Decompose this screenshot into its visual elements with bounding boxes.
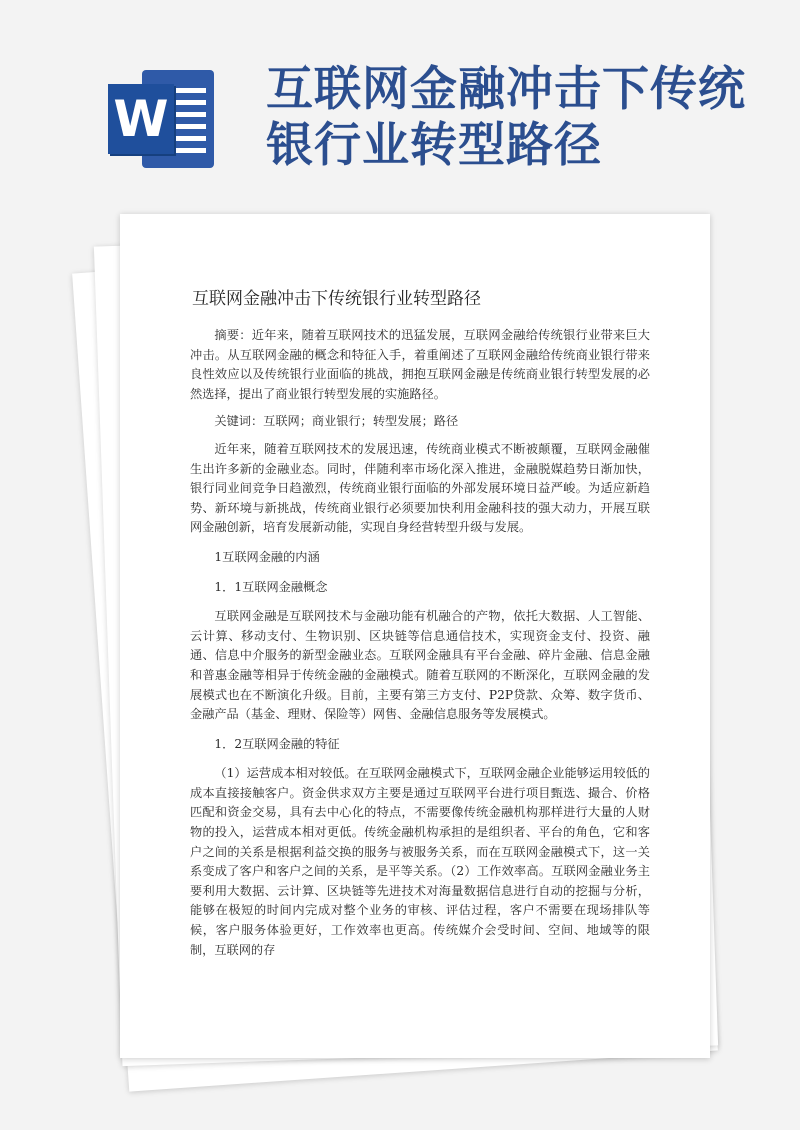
page-title: 互联网金融冲击下传统银行业转型路径 <box>266 62 746 173</box>
intro-paragraph: 近年来，随着互联网技术的发展迅速，传统商业模式不断被颠覆，互联网金融催生出许多新的金融业态。同时，伴随利率市场化深入推进，金融脱媒趋势日渐加快，银行同业间竞争日趋激烈，传统商业银行面临的外部发展环境日益严峻。为适应新趋势、新环境与新挑战，传统商业银行必须要加快利用金融科技的强大动力，开展互联网金融创新，培育发展新动能，实现自身经营转型升级与发展。 <box>190 441 650 535</box>
section-heading: 1互联网金融的内涵 <box>214 549 320 564</box>
subsection-heading: 1．1互联网金融概念 <box>214 579 328 594</box>
keywords-line: 关键词：互联网；商业银行；转型发展；路径 <box>214 414 459 429</box>
body-paragraph: （1）运营成本相对较低。在互联网金融模式下，互联网金融企业能够运用较低的成本直接接触客户。资金供求双方主要是通过互联网平台进行项目甄选、撮合、价格匹配和资金交易，具有去中心化的特点，不需要像传统金融机构那样进行大量的人财物的投入，运营成本相对更低。传统金融机构承担的是组织者、平台的角色，它和客户之间的关系是根据利益交换的服务与被服务关系，而在互联网金融模式下，这一关系变成了客户和客户之间的关系，是平等关系。（2）工作效率高。互联网金融业务主要利用大数据、云计算、区块链等先进技术对海量数据信息进行自动的挖掘与分析，能够在极短的时间内完成对整个业务的审核、评估过程，客户不需要在现场排队等候，客户服务体验更好，工作效率也更高。传统媒介会受时间、空间、地域等的限制，互联网的存 <box>190 766 650 957</box>
document-title: 互联网金融冲击下传统银行业转型路径 <box>192 289 481 309</box>
document-page <box>120 214 710 1058</box>
body-paragraph: 互联网金融是互联网技术与金融功能有机融合的产物，依托大数据、人工智能、云计算、移动支付、生物识别、区块链等信息通信技术，实现资金支付、投资、融通、信息中介服务的新型金融业态。互联网金融具有平台金融、碎片金融、信息金融和普惠金融等相异于传统金融的金融模式。随着互联网的不断深化，互联网金融的发展模式也在不断演化升级。目前，主要有第三方支付、P2P贷款、众筹、数字货币、金融产品（基金、理财、保险等）网售、金融信息服务等发展模式。 <box>190 609 650 722</box>
word-icon <box>108 70 214 168</box>
subsection-heading: 1．2互联网金融的特征 <box>214 736 340 751</box>
abstract-paragraph: 摘要：近年来，随着互联网技术的迅猛发展，互联网金融给传统银行业带来巨大冲击。从互联网金融的概念和特征入手，着重阐述了互联网金融给传统商业银行带来良性效应以及传统银行业面临的挑战，拥抱互联网金融是传统商业银行转型发展的必然选择，提出了商业银行转型发展的实施路径。 <box>190 328 650 401</box>
word-letter: W <box>108 84 174 154</box>
header <box>0 0 800 200</box>
document-body <box>190 326 650 966</box>
